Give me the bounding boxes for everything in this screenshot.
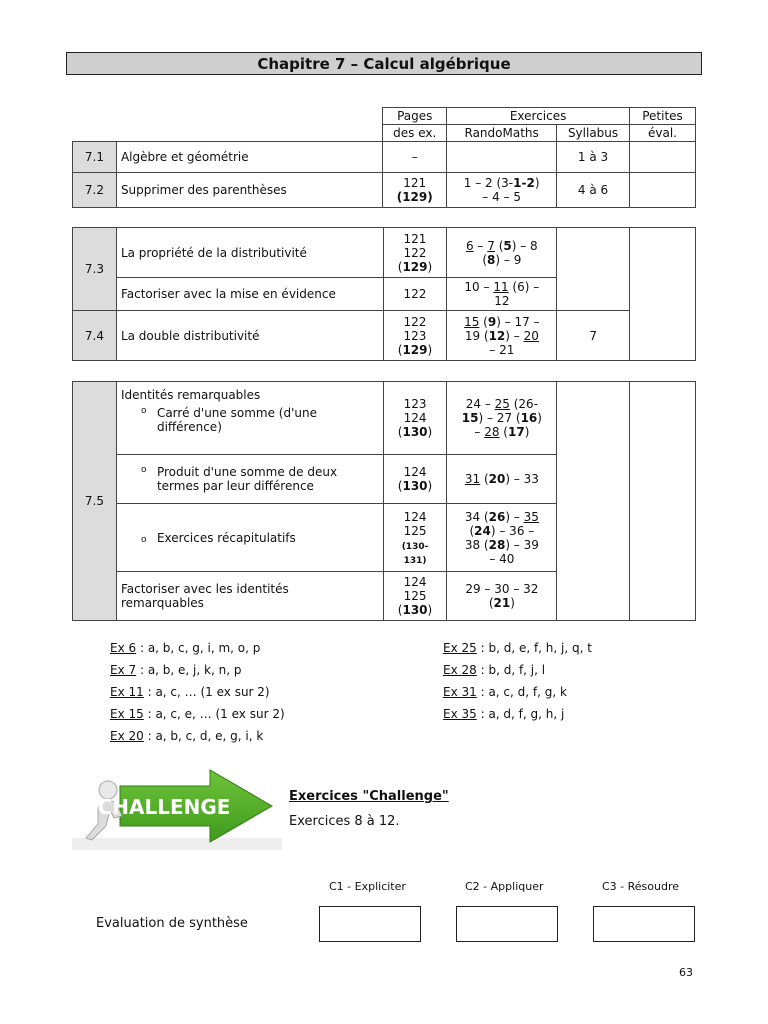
chapter-title-text: Chapitre 7 – Calcul algébrique <box>257 54 511 73</box>
exercise-number: Ex 11 <box>110 685 144 699</box>
exercise-line <box>443 685 567 699</box>
exercise-items: : a, b, c, g, i, m, o, p <box>136 641 261 655</box>
randomaths-cell: 29 – 30 – 32 (21) <box>447 572 557 621</box>
criterion-c2-box <box>456 906 558 942</box>
section-number: 7.2 <box>73 173 117 208</box>
section-label: Algèbre et géométrie <box>116 142 382 173</box>
syllabus-cell <box>557 382 630 621</box>
challenge-logo-text: CHALLENGE <box>97 795 231 819</box>
randomaths-cell: 31 (20) – 33 <box>447 455 557 504</box>
criterion-c1-box <box>319 906 421 942</box>
eval-cell <box>630 382 696 621</box>
page-number: 63 <box>679 966 693 979</box>
section-number: 7.1 <box>73 142 117 173</box>
exercise-items: : a, b, c, d, e, g, i, k <box>143 729 264 743</box>
challenge-heading: Exercices "Challenge" <box>289 789 449 804</box>
header-exercices: Exercices <box>447 108 630 125</box>
section-label: Factoriser avec la mise en évidence <box>116 278 383 311</box>
pages-cell: 121 (129) <box>383 173 447 208</box>
randomaths-cell: 10 – 11 (6) – 12 <box>447 278 557 311</box>
exercise-number: Ex 31 <box>443 685 477 699</box>
section-number: 7.5 <box>73 382 117 621</box>
pages-cell: 124 (130) <box>383 455 447 504</box>
eval-cell <box>630 142 696 173</box>
randomaths-cell: 34 (26) – 35 (24) – 36 – 38 (28) – 39 – 40 <box>447 504 557 572</box>
exercise-line <box>110 641 260 655</box>
exercise-items: : a, b, e, j, k, n, p <box>136 663 242 677</box>
exercise-line <box>110 663 241 677</box>
exercise-number: Ex 35 <box>443 707 477 721</box>
randomaths-cell <box>447 142 557 173</box>
exercise-number: Ex 15 <box>110 707 144 721</box>
section-label: Supprimer des parenthèses <box>116 173 382 208</box>
header-syllabus: Syllabus <box>557 125 630 142</box>
table-7-5 <box>72 381 696 621</box>
exercise-line <box>110 707 285 721</box>
header-eval: éval. <box>630 125 696 142</box>
header-petites: Petites <box>630 108 696 125</box>
header-des-ex: des ex. <box>383 125 447 142</box>
exercise-items: : a, c, … (1 ex sur 2) <box>143 685 270 699</box>
pages-cell: 121 122 (129) <box>383 228 447 278</box>
exercise-items: : a, c, d, f, g, k <box>476 685 567 699</box>
randomaths-cell: 24 – 25 (26- 15) – 27 (16) – 28 (17) <box>447 382 557 455</box>
exercise-line <box>110 729 263 743</box>
evaluation-label: Evaluation de synthèse <box>96 916 248 931</box>
pages-cell: 122 123 (129) <box>383 311 447 361</box>
syllabus-cell <box>557 228 630 311</box>
syllabus-cell: 1 à 3 <box>557 142 630 173</box>
exercise-items: : a, d, f, g, h, j <box>476 707 565 721</box>
header-pages: Pages <box>383 108 447 125</box>
eval-cell <box>630 173 696 208</box>
randomaths-cell: 6 – 7 (5) – 8 (8) – 9 <box>447 228 557 278</box>
criterion-c1-label: C1 - Expliciter <box>329 880 406 893</box>
table-7-3-7-4 <box>72 227 696 361</box>
criterion-c3-box <box>593 906 695 942</box>
exercise-items: : a, c, e, … (1 ex sur 2) <box>143 707 285 721</box>
exercise-line <box>443 663 545 677</box>
syllabus-cell: 4 à 6 <box>557 173 630 208</box>
exercise-line <box>443 707 564 721</box>
randomaths-cell: 15 (9) – 17 – 19 (12) – 20 – 21 <box>447 311 557 361</box>
exercise-number: Ex 7 <box>110 663 137 677</box>
exercise-number: Ex 20 <box>110 729 144 743</box>
syllabus-cell: 7 <box>557 311 630 361</box>
section-label: La double distributivité <box>116 311 383 361</box>
exercise-number: Ex 6 <box>110 641 137 655</box>
section-number: 7.3 <box>73 228 117 311</box>
section-label: o Exercices récapitulatifs <box>116 504 383 572</box>
exercise-number: Ex 28 <box>443 663 477 677</box>
table-header-and-7-1-7-2 <box>72 107 696 208</box>
challenge-text: Exercices 8 à 12. <box>289 814 400 829</box>
section-label: Identités remarquables o Carré d'une somme (d'une différence) <box>116 382 383 455</box>
exercise-items: : b, d, e, f, h, j, q, t <box>476 641 592 655</box>
exercise-number: Ex 25 <box>443 641 477 655</box>
pages-cell: – <box>383 142 447 173</box>
exercise-line <box>443 641 592 655</box>
criterion-c2-label: C2 - Appliquer <box>465 880 544 893</box>
pages-cell: 123 124 (130) <box>383 382 447 455</box>
randomaths-cell: 1 – 2 (3-1-2) – 4 – 5 <box>447 173 557 208</box>
header-randomaths: RandoMaths <box>447 125 557 142</box>
pages-cell: 122 <box>383 278 447 311</box>
eval-cell <box>630 228 696 361</box>
section-label: Factoriser avec les identités remarquables <box>116 572 383 621</box>
chapter-title <box>66 52 702 75</box>
section-label: o Produit d'une somme de deux termes par leur différence <box>116 455 383 504</box>
section-number: 7.4 <box>73 311 117 361</box>
exercise-items: : b, d, f, j, l <box>476 663 546 677</box>
exercise-line <box>110 685 270 699</box>
pages-cell: 124 125 (130) <box>383 572 447 621</box>
criterion-c3-label: C3 - Résoudre <box>602 880 680 893</box>
challenge-arrow-icon <box>72 768 282 850</box>
section-label: La propriété de la distributivité <box>116 228 383 278</box>
pages-cell: 124 125 (130- 131) <box>383 504 447 572</box>
